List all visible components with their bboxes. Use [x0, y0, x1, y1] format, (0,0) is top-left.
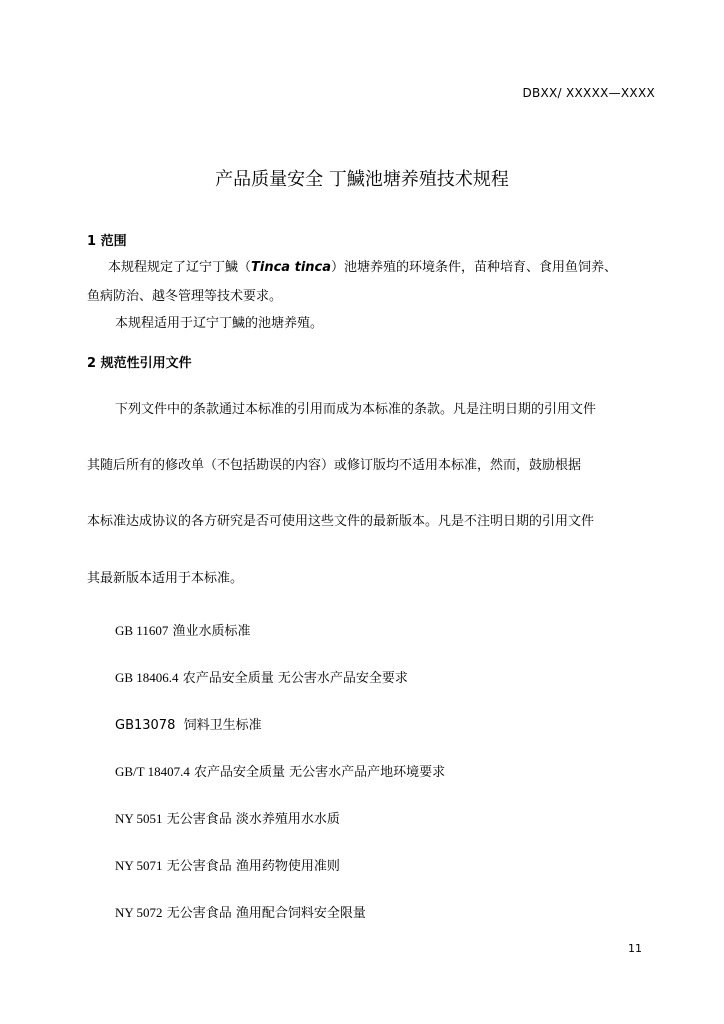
section-heading-scope: 1 范围	[87, 234, 127, 249]
reference-code: GB 18406.4	[115, 670, 179, 685]
reference-code: GB 11607	[115, 623, 169, 638]
latin-species-name: Tinca tinca	[251, 260, 332, 275]
document-title: 产品质量安全 丁鱥池塘养殖技术规程	[215, 169, 509, 190]
references-paragraph-line3: 本标准达成协议的各方研究是否可使用这些文件的最新版本。凡是不注明日期的引用文件	[87, 514, 595, 529]
scope-paragraph-line1	[108, 259, 617, 277]
reference-code: NY 5051	[115, 811, 163, 826]
references-paragraph-line4: 其最新版本适用于本标准。	[87, 571, 244, 586]
reference-item	[115, 667, 408, 686]
reference-title: 渔业水质标准	[172, 624, 251, 639]
reference-title: 无公害食品 渔用药物使用准则	[166, 859, 340, 874]
scope-text-after-latin: ）池塘养殖的环境条件，苗种培育、食用鱼饲养、	[331, 260, 618, 275]
scope-text-before-latin: 本规程规定了辽宁丁鱥（	[108, 260, 252, 275]
reference-title: 饲料卫生标准	[183, 718, 262, 733]
reference-code: NY 5071	[115, 858, 163, 873]
references-paragraph-line2: 其随后所有的修改单（不包括勘误的内容）或修订版均不适用本标准，然而，鼓励根据	[87, 458, 582, 473]
reference-title: 无公害食品 渔用配合饲料安全限量	[166, 906, 366, 921]
reference-item	[115, 902, 366, 921]
section-heading-normative-references: 2 规范性引用文件	[87, 356, 192, 371]
scope-paragraph-line2: 鱼病防治、越冬管理等技术要求。	[87, 289, 283, 304]
reference-title: 无公害食品 淡水养殖用水水质	[166, 812, 340, 827]
reference-item	[115, 620, 250, 639]
reference-code: GB13078	[115, 718, 176, 733]
page-number: 11	[628, 942, 642, 955]
scope-applicability: 本规程适用于辽宁丁鱥的池塘养殖。	[115, 316, 324, 331]
reference-code: NY 5072	[115, 905, 163, 920]
reference-item	[115, 808, 340, 827]
reference-title: 农产品安全质量 无公害水产品安全要求	[182, 671, 408, 686]
reference-item	[115, 714, 262, 733]
reference-title: 农产品安全质量 无公害水产品产地环境要求	[194, 765, 446, 780]
reference-item	[115, 761, 445, 780]
reference-item	[115, 855, 340, 874]
references-paragraph-line1: 下列文件中的条款通过本标准的引用而成为本标准的条款。凡是注明日期的引用文件	[115, 402, 597, 417]
reference-code: GB/T 18407.4	[115, 764, 190, 779]
document-code: DBXX/ XXXXX—XXXX	[522, 86, 655, 100]
